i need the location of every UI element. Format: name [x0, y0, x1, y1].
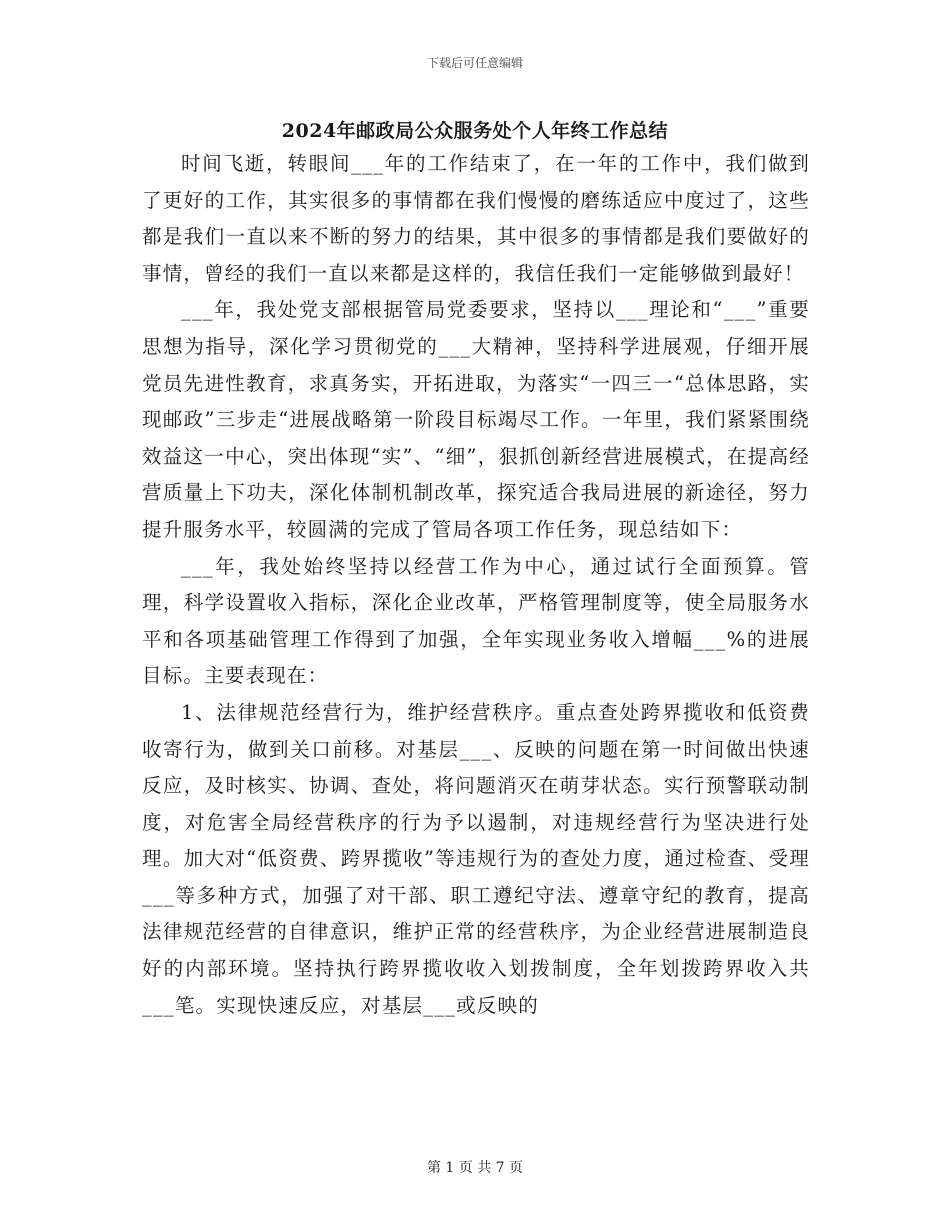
document-body	[142, 146, 810, 1024]
document-title: 2024年邮政局公众服务处个人年终工作总结	[281, 120, 669, 142]
header-note: 下载后可任意编辑	[426, 56, 523, 70]
paragraph-party-work: ___年，我处党支部根据管局党委要求，坚持以___理论和“___”重要思想为指导，深化学习贯彻党的___大精神，坚持科学进展观，仔细开展党员先进性教育，求真务实，开拓进取，为落实“一四三一“总体思路，实现邮政”三步走“进展战略第一阶段目标竭尽工作。一年里，我们紧紧围绕效益这一中心，突出体现“实”、“细”，狠抓创新经营进展模式，在提高经营质量上下功夫，深化体制机制改革，探究适合我局进展的新途径，努力提升服务水平，较圆满的完成了管局各项工作任务，现总结如下：	[142, 298, 810, 541]
paragraph-business-summary: ___年，我处始终坚持以经营工作为中心，通过试行全面预算。管理，科学设置收入指标，深化企业改革，严格管理制度等，使全局服务水平和各项基础管理工作得到了加强，全年实现业务收入增幅___%的进展目标。主要表现在：	[142, 554, 810, 688]
page-number: 第 1 页 共 7 页	[426, 1160, 524, 1176]
paragraph-intro: 时间飞逝，转眼间___年的工作结束了，在一年的工作中，我们做到了更好的工作，其实很多的事情都在我们慢慢的磨练适应中度过了，这些都是我们一直以来不断的努力的结果，其中很多的事情都是我们要做好的事情，曾经的我们一直以来都是这样的，我信任我们一定能够做到最好！	[142, 152, 810, 285]
paragraph-item-1: 1、法律规范经营行为，维护经营秩序。重点查处跨界揽收和低资费收寄行为，做到关口前移。对基层___、反映的问题在第一时间做出快速反应，及时核实、协调、查处，将问题消灭在萌芽状态。实行预警联动制度，对危害全局经营秩序的行为予以遏制，对违规经营行为坚决进行处理。加大对“低资费、跨界揽收”等违规行为的查处力度，通过检查、受理___等多种方式，加强了对干部、职工遵纪守法、遵章守纪的教育，提高法律规范经营的自律意识，维护正常的经营秩序，为企业经营进展制造良好的内部环境。坚持执行跨界揽收收入划拨制度，全年划拨跨界收入共___笔。实现快速反应，对基层___或反映的	[142, 700, 810, 1017]
